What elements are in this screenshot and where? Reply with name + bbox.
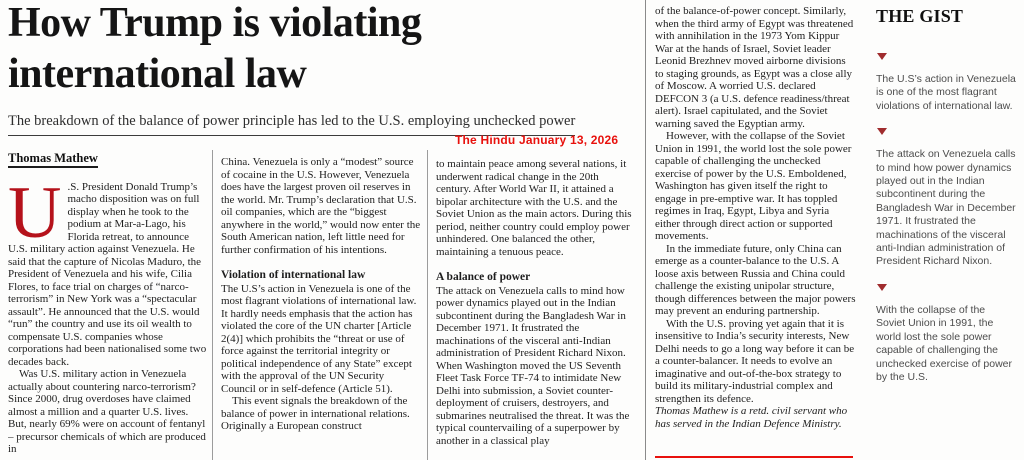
column-divider xyxy=(212,150,213,460)
body-column-4 xyxy=(655,5,856,460)
paragraph: of the balance-of-power concept. Similarly, when the third army of Egypt was threatened with annihilation in the 1973 Yom Kippur War at the hands of Israel, Soviet leader Leonid Brezhnev moved airborne divisions to staging grounds, as Egypt was a close ally of Moscow. A worried U.S. declared DEFCON 3 (a U.S. defence readiness/threat alert). Israel capitulated, and the Soviet warning saved the Egyptian army. xyxy=(655,5,854,130)
gist-bullet: The U.S’s action in Venezuela is one of the most flagrant violations of international law. xyxy=(876,73,1016,112)
down-triangle-icon xyxy=(877,53,887,60)
article-headline: How Trump is violating international law xyxy=(8,0,422,97)
article-standfirst: The breakdown of the balance of power principle has led to the U.S. employing unchecked power xyxy=(8,113,575,136)
down-triangle-icon xyxy=(877,128,887,135)
gist-bullet: The attack on Venezuela calls to mind how power dynamics played out in the Indian subcontinent during the Bangladesh War in December 1971. It frustrated the machinations of the visceral anti-Indian administration of President Richard Nixon. xyxy=(876,148,1016,268)
drop-cap: U xyxy=(8,171,62,254)
body-column-2 xyxy=(221,156,421,460)
section-subhead: A balance of power xyxy=(436,271,531,283)
author-credit: Thomas Mathew is a retd. civil servant who has served in the Indian Defence Ministry. xyxy=(655,405,848,430)
byline: Thomas Mathew xyxy=(8,152,98,168)
red-underline-annotation xyxy=(655,456,853,458)
paragraph: The attack on Venezuela calls to mind how power dynamics played out in the Indian subcontinent during the Bangladesh War in December 1971. It frustrated the machinations of the visceral anti-Indian administration of President Richard Nixon. When Washington moved the US Seventh Fleet Task Force TF-74 to intimidate New Delhi into submission, a Soviet counter-deployment of cruisers, destroyers, and submarines neutralised the threat. It was the typical countervailing of a superpower by another in a classical play xyxy=(436,284,630,447)
paragraph: China. Venezuela is only a “modest” source of cocaine in the U.S. However, Venezuela does have the largest proven oil reserves in the world. Mr. Trump’s declaration that U.S. oil companies, which are the “biggest anywhere in the world,” would now enter the South American nation, left little need for further confirmation of his intentions. xyxy=(221,156,421,256)
body-column-1 xyxy=(8,152,207,460)
paragraph-text: .S. President Donald Trump’s macho disposition was on full display when he took to the podium at Mar-a-Lago, his Florida retreat, to announce U.S. military action against Venezuela. He said that the capture of Nicolas Maduro, the President of Venezuela and his wife, Cilia Flores, to face trial on charges of “narco-terrorism” in New York was a “spectacular assault”. He announced that the U.S. would “run” the country and use its oil wealth to compensate U.S. companies whose corporations had been nationalised some two decades back. xyxy=(8,180,207,368)
publication-date-note: The Hindu January 13, 2026 xyxy=(455,133,619,147)
paragraph: Was U.S. military action in Venezuela actually about countering narco-terrorism? Since 2000, drug overdoses have claimed almost a million and a quarter U.S. lives. But, nearly 69% were on account of fentanyl – precursor chemicals of which are produced in xyxy=(8,368,206,455)
paragraph xyxy=(8,171,207,369)
paragraph: However, with the collapse of the Soviet Union in 1991, the world lost the sole power capable of challenging the unchecked exercise of power by the U.S. Emboldened, Washington has given itself the right to engage in pre-emptive war. It has toppled regimes in Iraq, Egypt, Libya and Syria either through direct action or supported movements. xyxy=(655,130,852,242)
paragraph: to maintain peace among several nations, it underwent radical change in the 20th century. After World War II, it attained a bipolar architecture with the U.S. and the Soviet Union as the main actors. During this period, neither country could employ power unhindered. One balanced the other, maintaining a tenuous peace. xyxy=(436,158,632,258)
gist-title: THE GIST xyxy=(876,6,964,26)
body-column-3 xyxy=(436,158,636,460)
gist-rail xyxy=(876,6,1016,399)
section-subhead: Violation of international law xyxy=(221,269,366,281)
paragraph: The U.S’s action in Venezuela is one of the most flagrant violations of international law. It hardly needs emphasis that the action has violated the core of the UN charter [Article 2(4)] which prohibits the “threat or use of force against the territorial integrity or political independence of any State” except with the approval of the UN Security Council or in self-defence (Article 51). xyxy=(221,282,417,395)
gist-bullet: With the collapse of the Soviet Union in 1991, the world lost the sole power capable of challenging the unchecked exercise of power by the U.S. xyxy=(876,303,1012,383)
paragraph: In the immediate future, only China can emerge as a counter-balance to the U.S. A loose axis between Russia and China could challenge the existing unipolar structure, though differences between the major powers may prevent an enduring partnership. xyxy=(655,242,856,317)
column-divider xyxy=(645,0,646,460)
column-divider xyxy=(427,150,428,460)
paragraph: With the U.S. proving yet again that it is insensitive to India’s security interests, New Delhi needs to go a long way before it can be a counter-balancer. It needs to evolve an imaginative and out-of-the-box strategy to build its military-industrial complex and strengthen its defence. xyxy=(655,317,855,405)
paragraph: This event signals the breakdown of the balance of power in international relations. Originally a European construct xyxy=(221,395,410,432)
down-triangle-icon xyxy=(877,284,887,291)
